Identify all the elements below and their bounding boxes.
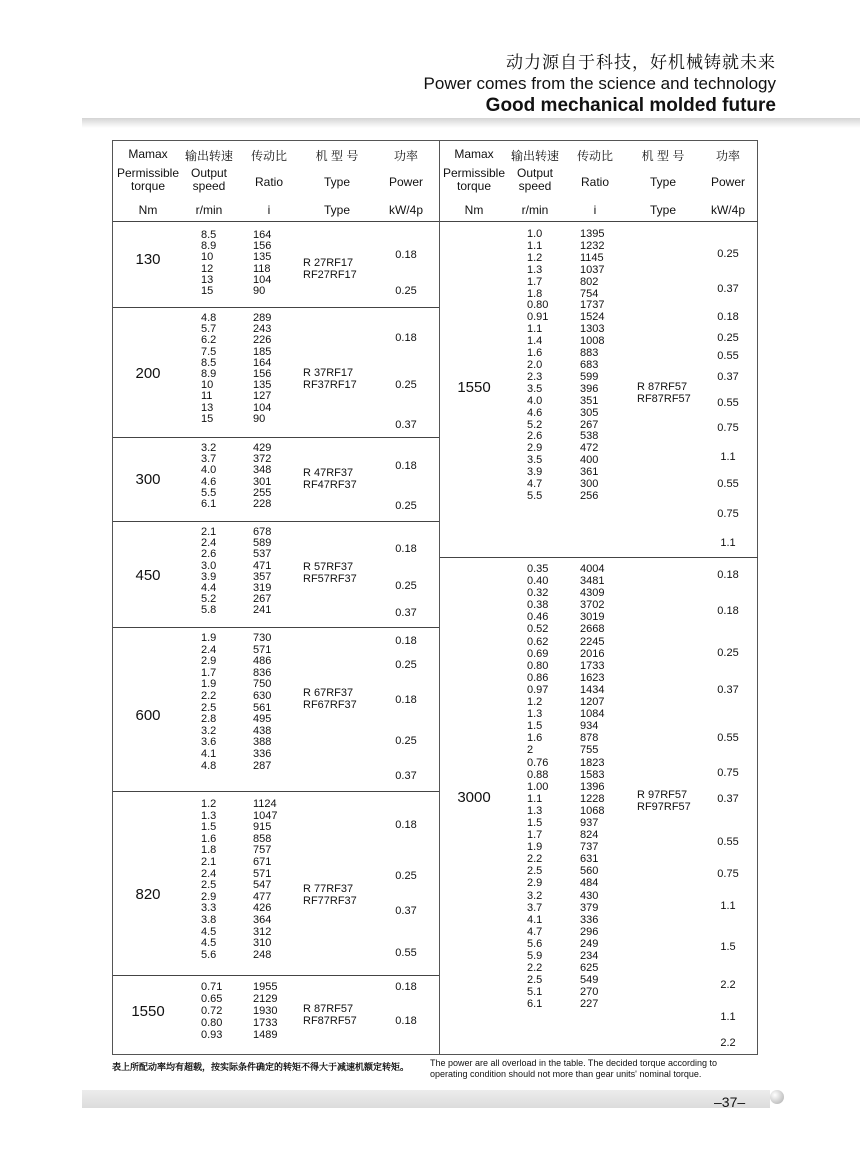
header-torque-left [113,141,183,221]
hdr-i: i [267,203,271,217]
power: 1.1 [720,451,736,463]
power: 0.75 [717,508,739,520]
power: 0.55 [717,836,739,848]
type-r37: R 37RF17 RF37RF17 [303,367,357,391]
ratios-1550-right: 1395 1232 1145 1037 802 754 1737 1524 1303 1008 883 683 599 396 351 305 267 538 472 400 361 300 256 [580,228,605,502]
torque-130: 130 [135,251,161,268]
hdr-mamax: Mamax [128,147,168,161]
speeds-1550-right: 1.0 1.1 1.2 1.3 1.7 1.8 0.80 0.91 1.1 1.4 1.6 2.0 2.3 3.5 4.0 4.6 5.2 2.6 2.9 3.5 3.9 4.7 5.5 [527,228,549,502]
power: 0.18 [395,819,417,831]
header-speed-right [507,141,563,221]
ratios-3000: 4004 3481 4309 3702 3019 2668 2245 2016 1733 1623 1434 1207 1084 934 878 755 1823 1583 1396 1228 1068 937 824 737 631 560 484 430 379 336 296 249 234 625 549 270 227 [580,563,605,1011]
power: 0.55 [717,397,739,409]
type-r87-left: R 87RF57 RF87RF57 [303,1003,357,1027]
power: 0.18 [395,332,417,344]
hdr-kw: kW/4p [388,203,423,217]
hdr-mamax-r: Mamax [454,147,494,161]
hdr-rmin: r/min [195,203,223,217]
power: 0.18 [395,981,417,993]
hdr-ratio-r: Ratio [580,175,609,189]
sphere-icon [770,1090,784,1104]
gear-selection-table [112,140,758,1055]
power: 0.25 [395,735,417,747]
type-r87-right: R 87RF57 RF87RF57 [637,381,691,405]
bottom-decorative-bar [82,1090,770,1108]
ratios-1550-left: 1955 2129 1930 1733 1489 [253,981,278,1041]
header-ratio-right [563,141,627,221]
torque-820: 820 [135,886,161,903]
type-r47: R 47RF37 RF47RF37 [303,467,357,491]
ratios-300: 429 372 348 301 255 228 [253,442,272,511]
center-divider [439,141,440,1054]
torque-200: 200 [135,365,161,382]
power: 1.1 [720,537,736,549]
speeds-450: 2.1 2.4 2.6 3.0 3.9 4.4 5.2 5.8 [201,526,217,617]
power: 0.55 [717,732,739,744]
power: 1.5 [720,941,736,953]
power: 0.18 [395,635,417,647]
header-ratio-left [239,141,299,221]
torque-1550-left: 1550 [131,1003,165,1020]
hdr-type-cn: 机 型 号 [315,149,359,163]
footnote-chinese: 表上所配动率均有超载，按实际条件确定的转矩不得大于减速机额定转矩。 [112,1062,410,1072]
hdr-i-r: i [593,203,597,217]
hdr-type-2-r: Type [649,203,676,217]
hdr-speed-cn: 输出转速 [184,149,233,163]
power: 2.2 [720,1037,736,1049]
hdr-speed-cn-r: 输出转速 [510,149,559,163]
power: 0.55 [395,947,417,959]
hdr-ratio-cn-r: 传动比 [576,149,613,163]
power: 0.55 [717,478,739,490]
power: 0.37 [717,371,739,383]
power: 0.25 [395,580,417,592]
hdr-permissible-torque-r: Permissible torque [442,166,505,193]
power: 0.25 [395,500,417,512]
header-power-left [375,141,437,221]
hdr-power: Power [388,175,423,189]
hdr-nm: Nm [138,203,158,217]
speeds-3000: 0.35 0.40 0.32 0.38 0.46 0.52 0.62 0.69 0.80 0.86 0.97 1.2 1.3 1.5 1.6 2 0.76 0.88 1.00 1.1 1.3 1.5 1.7 1.9 2.2 2.5 2.9 3.2 3.7 4.1 4.7 5.6 5.9 2.2 2.5 5.1 6.1 [527,563,549,1011]
hdr-permissible-torque: Permissible torque [116,166,179,193]
power: 0.25 [395,379,417,391]
torque-300: 300 [135,471,161,488]
torque-1550-right: 1550 [457,379,491,396]
group-rule [113,791,439,792]
type-r97: R 97RF57 RF97RF57 [637,789,691,813]
hdr-power-cn: 功率 [393,149,418,163]
torque-3000: 3000 [457,789,491,806]
power: 0.37 [395,770,417,782]
hdr-type: Type [323,175,350,189]
page-number: –37– [714,1094,746,1110]
ratios-200: 289 243 226 185 164 156 135 127 104 90 [253,312,272,425]
hdr-type-2: Type [323,203,350,217]
type-r57: R 57RF37 RF57RF37 [303,561,357,585]
header-speed-left [179,141,239,221]
group-rule [113,437,439,438]
power: 0.18 [395,543,417,555]
header-type-left [299,141,375,221]
power: 0.37 [717,684,739,696]
power: 0.75 [717,868,739,880]
power: 0.37 [395,905,417,917]
power: 0.37 [395,419,417,431]
torque-600: 600 [135,707,161,724]
hdr-ratio: Ratio [254,175,283,189]
header-type-right [627,141,699,221]
power: 1.1 [720,900,736,912]
power: 0.18 [717,311,739,323]
group-rule [440,557,758,558]
power: 2.2 [720,979,736,991]
ratios-130: 164 156 135 118 104 90 [253,229,272,298]
power: 0.25 [717,248,739,260]
power: 0.25 [395,285,417,297]
header-torque-right [441,141,507,221]
group-rule [113,307,439,308]
group-rule [113,975,439,976]
hdr-output-speed: Output speed [190,166,228,193]
speeds-300: 3.2 3.7 4.0 4.6 5.5 6.1 [201,442,217,511]
speeds-600: 1.9 2.4 2.9 1.7 1.9 2.2 2.5 2.8 3.2 3.6 4.1 4.8 [201,632,217,772]
torque-450: 450 [135,567,161,584]
power: 0.25 [717,332,739,344]
ratios-820: 1124 1047 915 858 757 671 571 547 477 426 364 312 310 248 [253,798,278,961]
header-line-right [440,221,758,222]
power: 0.37 [717,283,739,295]
power: 0.37 [717,793,739,805]
power: 0.18 [717,605,739,617]
ratios-600: 730 571 486 836 750 630 561 495 438 388 336 287 [253,632,272,772]
power: 0.18 [717,569,739,581]
speeds-200: 4.8 5.7 6.2 7.5 8.5 8.9 10 11 13 15 [201,312,217,425]
speeds-1550-left: 0.71 0.65 0.72 0.80 0.93 [201,981,223,1041]
power: 0.25 [395,659,417,671]
hdr-nm-r: Nm [464,203,484,217]
power: 1.1 [720,1011,736,1023]
hdr-type-cn-r: 机 型 号 [641,149,685,163]
page-header [424,48,776,117]
group-rule [113,627,439,628]
type-r27: R 27RF17 RF27RF17 [303,257,357,281]
footnote-english: The power are all overload in the table. The decided torque according to operating condition should not more than gear units' nominal torque. [430,1058,718,1079]
ratios-450: 678 589 537 471 357 319 267 241 [253,526,272,617]
power: 0.18 [395,1015,417,1027]
hdr-power-r: Power [710,175,745,189]
speeds-820: 1.2 1.3 1.5 1.6 1.8 2.1 2.4 2.5 2.9 3.3 3.8 4.5 4.5 5.6 [201,798,217,961]
speeds-130: 8.5 8.9 10 12 13 15 [201,229,217,298]
header-english-slogan: Power comes from the science and technology [423,74,776,93]
power: 0.75 [717,767,739,779]
power: 0.18 [395,460,417,472]
header-bold-slogan: Good mechanical molded future [485,95,776,116]
power: 0.25 [717,647,739,659]
power: 0.18 [395,694,417,706]
header-chinese-slogan: 动力源自于科技，好机械铸就未来 [506,53,776,73]
group-rule [113,521,439,522]
power: 0.55 [717,350,739,362]
header-power-right [699,141,757,221]
hdr-output-speed-r: Output speed [516,166,554,193]
power: 0.37 [395,607,417,619]
type-r67: R 67RF37 RF67RF37 [303,687,357,711]
hdr-ratio-cn: 传动比 [250,149,287,163]
hdr-type-r: Type [649,175,676,189]
power: 0.75 [717,422,739,434]
type-r77: R 77RF37 RF77RF37 [303,883,357,907]
power: 0.25 [395,870,417,882]
hdr-rmin-r: r/min [521,203,549,217]
header-line-left [113,221,439,222]
hdr-kw-r: kW/4p [710,203,745,217]
top-decorative-bar [82,118,860,128]
hdr-power-cn-r: 功率 [715,149,740,163]
power: 0.18 [395,249,417,261]
